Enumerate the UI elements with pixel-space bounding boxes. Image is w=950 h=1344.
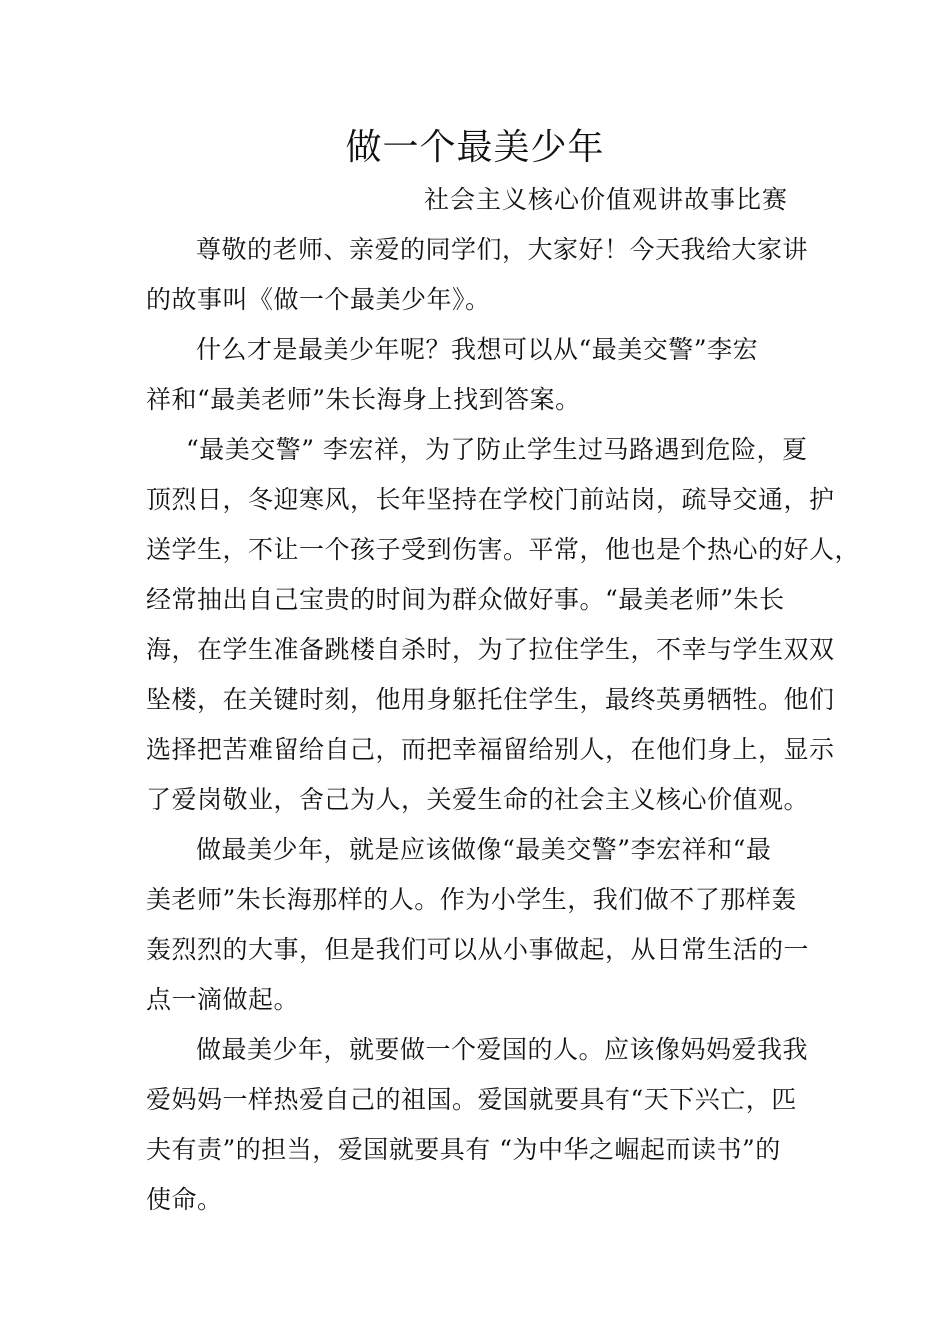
text-line-3: 什么才是最美少年呢？我想可以从“最美交警”李宏	[196, 335, 759, 364]
text-line-19: 夫有责”的担当，爱国就要具有 “为中华之崛起而读书”的	[146, 1135, 781, 1164]
text-line-2: 的故事叫《做一个最美少年》。	[146, 285, 491, 314]
text-line-13: 做最美少年，就是应该做像“最美交警”李宏祥和“最	[196, 835, 772, 864]
text-line-1: 尊敬的老师、亲爱的同学们，大家好！今天我给大家讲	[196, 235, 809, 264]
text-line-8: 经常抽出自己宝贵的时间为群众做好事。“最美老师”朱长	[146, 585, 785, 614]
text-line-10: 坠楼，在关键时刻，他用身躯托住学生，最终英勇牺牲。他们	[146, 685, 835, 714]
text-line-20: 使命。	[146, 1185, 223, 1214]
text-line-7: 送学生，不让一个孩子受到伤害。平常，他也是个热心的好人，	[146, 535, 861, 564]
document-subtitle: 社会主义核心价值观讲故事比赛	[424, 185, 789, 214]
text-line-6: 顶烈日，冬迎寒风，长年坚持在学校门前站岗，疏导交通，护	[146, 485, 835, 514]
text-line-4: 祥和“最美老师”朱长海身上找到答案。	[146, 385, 581, 414]
text-line-12: 了爱岗敬业，舍己为人，关爱生命的社会主义核心价值观。	[146, 785, 810, 814]
text-line-16: 点一滴做起。	[146, 985, 300, 1014]
text-line-15: 轰烈烈的大事，但是我们可以从小事做起，从日常生活的一	[146, 935, 810, 964]
text-line-14: 美老师”朱长海那样的人。作为小学生，我们做不了那样轰	[146, 885, 797, 914]
text-line-18: 爱妈妈一样热爱自己的祖国。爱国就要具有“天下兴亡，匹	[146, 1085, 797, 1114]
document-title: 做一个最美少年	[345, 127, 605, 168]
text-line-9: 海，在学生准备跳楼自杀时，为了拉住学生，不幸与学生双双	[146, 635, 835, 664]
text-line-5: “最美交警” 李宏祥，为了防止学生过马路遇到危险，夏	[186, 435, 808, 464]
text-line-11: 选择把苦难留给自己，而把幸福留给别人，在他们身上，显示	[146, 735, 835, 764]
text-line-17: 做最美少年，就要做一个爱国的人。应该像妈妈爱我我	[196, 1035, 809, 1064]
